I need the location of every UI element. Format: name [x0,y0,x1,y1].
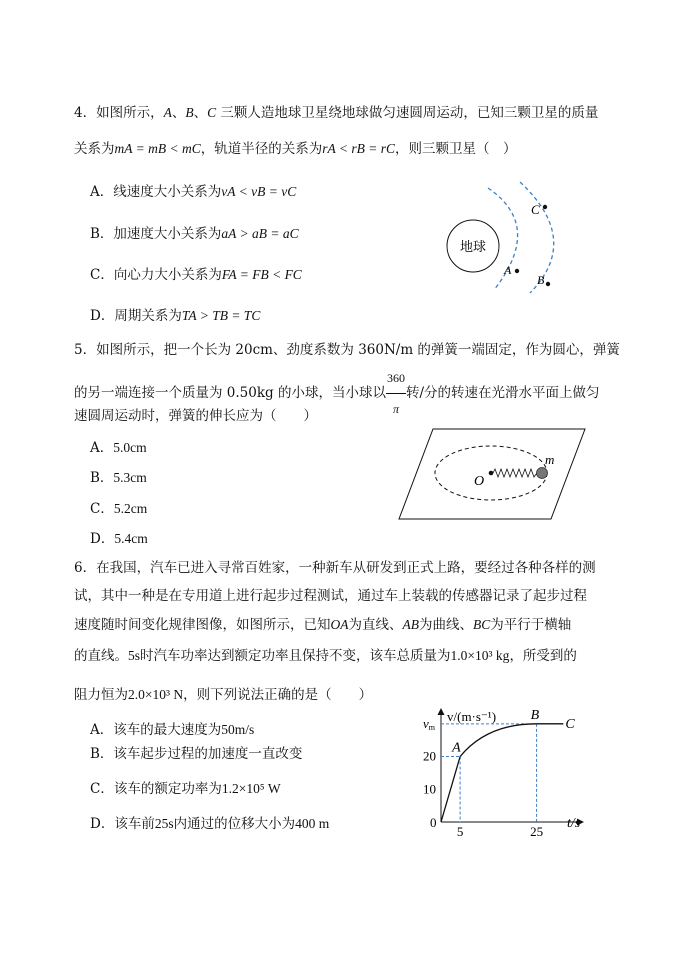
q4-option-c[interactable]: C．向心力大小关系为FA = FB < FC [90,267,302,283]
inner-orbit [488,188,518,290]
q6-vt-chart [415,703,595,843]
q5-rpm-fraction: $\frac{360}{\pi}$ [386,363,406,424]
q5-stem-line1: 5．如图所示，把一个长为 20cm、劲度系数为 360N/m 的弹簧一端固定，作为圆心，弹簧 [74,342,620,358]
q6-option-b[interactable]: B．该车起步过程的加速度一直改变 [90,746,303,762]
q5-stem-line3: 速圆周运动时，弹簧的伸长应为（ ） [74,408,317,424]
point-label-c: C [565,716,575,732]
q4-option-b[interactable]: B．加速度大小关系为aA > aB = aC [90,226,299,242]
q4-radius-relation: rA < rB = rC [322,141,395,156]
y-axis-label: v/(m·s⁻¹) [447,709,497,724]
q4-orbit-figure [440,180,570,295]
q5-option-a[interactable]: A．5.0cm [90,440,147,456]
earth-label: 地球 [459,239,487,254]
y-tick-10: 10 [423,781,436,797]
q6-option-c[interactable]: C．该车的额定功率为1.2×10⁵ W [90,781,281,797]
q6-stem-line4: 的直线。5s时汽车功率达到额定功率且保持不变，该车总质量为1.0×10³ kg，所受到的 [74,648,577,664]
q6-stem-line5: 阻力恒为2.0×10³ N，则下列说法正确的是（ ） [74,687,373,703]
q4-option-a[interactable]: A．线速度大小关系为vA < vB = vC [90,184,297,200]
q5-stem-line2: 的另一端连接一个质量为 0.50kg 的小球，当小球以 $\frac{360}{\pi}$ 转/分的转速在光滑水平面上做匀 [74,363,600,424]
q4-option-d[interactable]: D．周期关系为TA > TB = TC [90,308,261,324]
label-a: A [504,263,512,277]
origin-label: 0 [430,815,437,830]
label-m: m [545,452,555,467]
q6-stem-line2: 试，其中一种是在专用道上进行起步过程测试，通过车上装载的传感器记录了起步过程 [74,588,587,604]
label-o: O [474,474,485,489]
ball [537,468,548,479]
q5-option-b[interactable]: B．5.3cm [90,470,147,486]
satellite-a [515,269,519,273]
y-tick-20: 20 [423,748,436,764]
x-tick-25: 25 [530,824,544,839]
q5-spring-figure [395,425,587,521]
q6-option-d[interactable]: D．该车前25s内通过的位移大小为400 m [90,816,330,832]
satellite-c [543,205,547,209]
q5-number: 5． [74,342,97,358]
spring [493,469,537,477]
q4-mass-relation: mA = mB < mC [114,141,201,156]
label-c: C [531,202,540,217]
series-oa [441,757,460,822]
q5-option-d[interactable]: D．5.4cm [90,531,148,547]
q6-option-a[interactable]: A．该车的最大速度为50m/s [90,722,255,738]
label-b: B [537,273,545,287]
q4-number: 4． [74,105,97,121]
q5-option-c[interactable]: C．5.2cm [90,501,148,517]
x-axis-label: t/s [567,816,581,831]
q4-stem-line2: 关系为mA = mB < mC，轨道半径的关系为rA < rB = rC，则三颗卫星（ ） [74,141,517,157]
point-label-a: A [452,740,461,756]
q6-number: 6． [74,560,97,576]
point-label-b: B [530,707,540,723]
q6-stem-line1: 6．在我国，汽车已进入寻常百姓家，一种新车从研发到正式上路，要经过各种各样的测 [74,560,596,576]
q6-stem-line3: 速度随时间变化规律图像，如图所示，已知OA为直线、AB为曲线、BC为平行于横轴 [74,617,572,633]
satellite-b [546,282,550,286]
x-tick-5: 5 [456,824,464,839]
center-point [489,471,494,476]
q4-stem-line1: 4．如图所示，A、B、C 三颗人造地球卫星绕地球做匀速圆周运动，已知三颗卫星的质量 [74,105,599,121]
series-ab [460,724,536,757]
y-tick-vm: vm [423,715,436,732]
